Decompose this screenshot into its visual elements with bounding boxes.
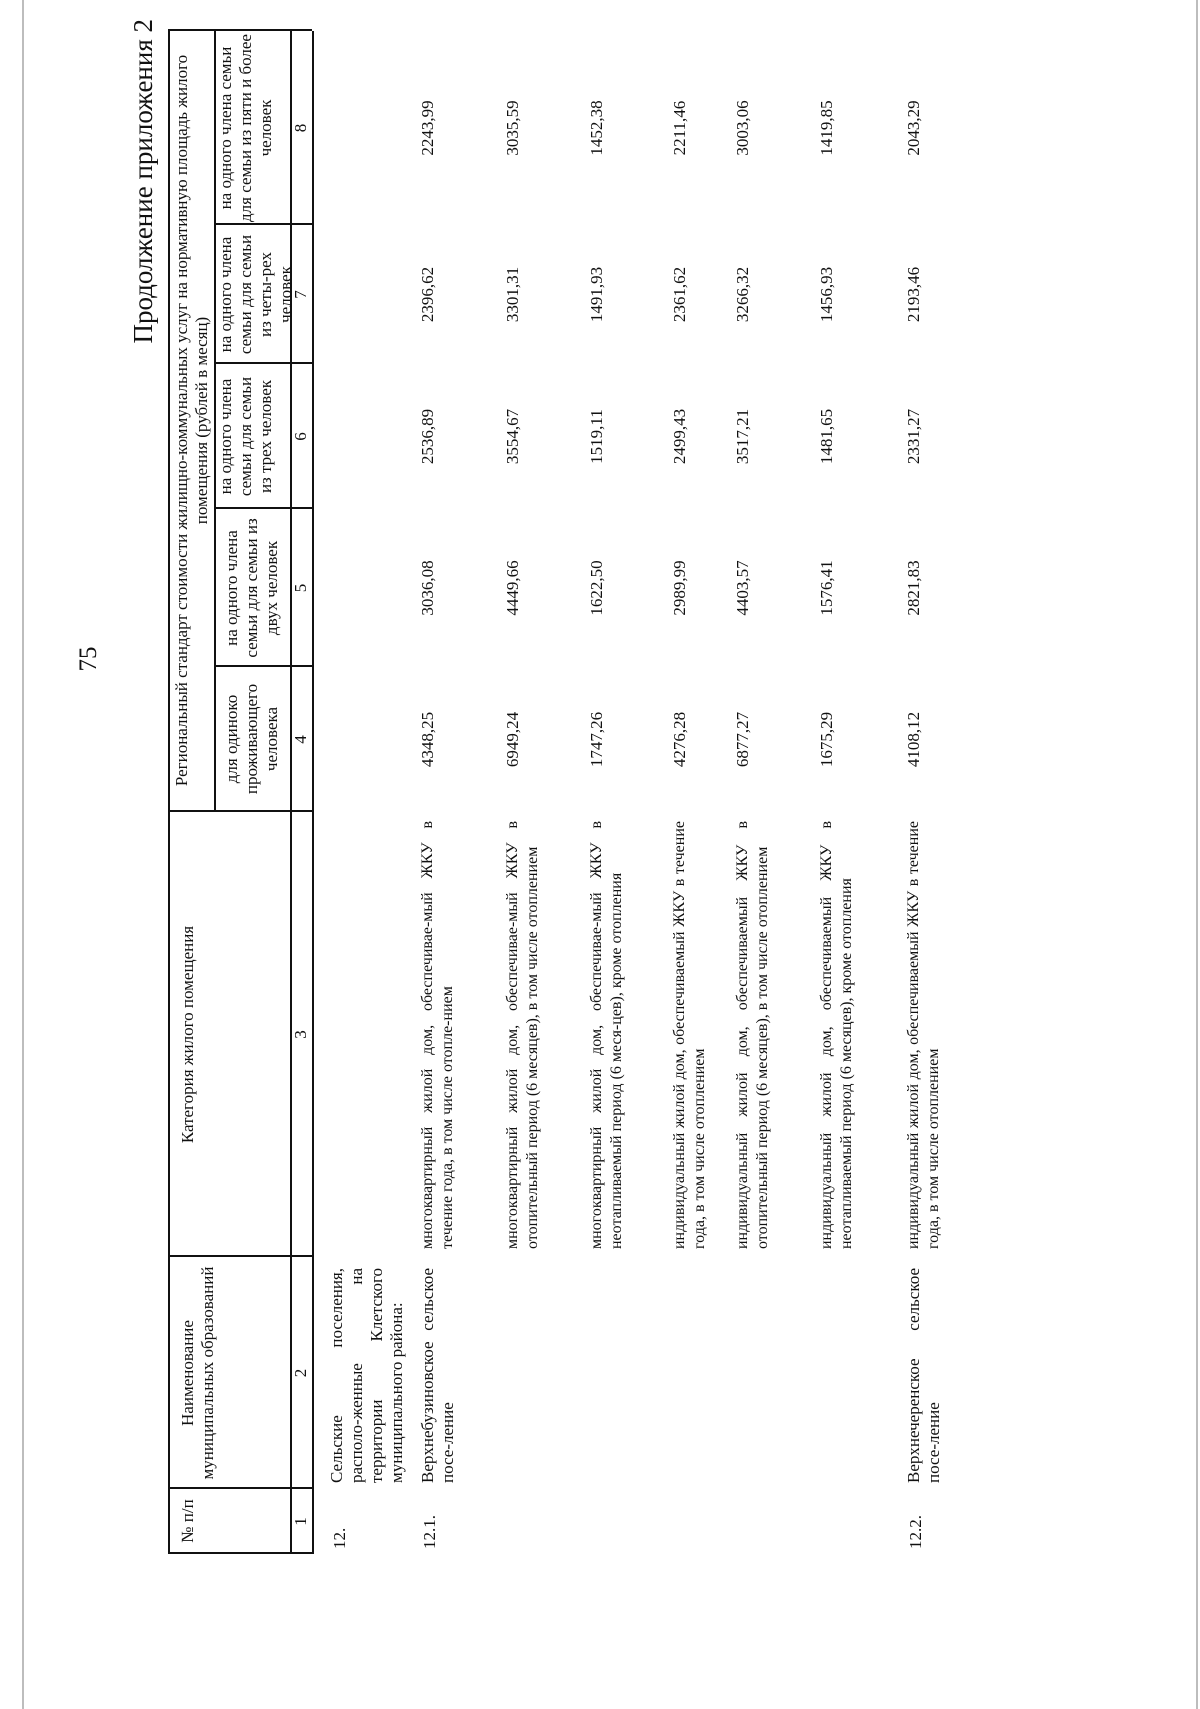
value-12-1-b-col6: 3554,67 [503, 408, 522, 465]
category-12-1-e: индивидуальный жилой дом, обеспечиваемый ЖКУ в отопительный период (6 месяцев), в том числе отоплением [734, 821, 771, 1249]
page-number: 75 [75, 646, 102, 672]
value-12-1-f-col4: 1675,29 [817, 711, 836, 768]
value-12-1-d-col7: 2361,62 [670, 266, 689, 323]
header-housing-category: Категория жилого помещения [178, 925, 197, 1144]
column-number-7: 7 [291, 290, 310, 299]
category-12-1-f: индивидуальный жилой дом, обеспечиваемый ЖКУ в неотапливаемый период (6 месяцев), кроме отопления [818, 821, 855, 1249]
column-number-6: 6 [291, 432, 310, 441]
column-number-8: 8 [291, 123, 310, 133]
column-number-5: 5 [291, 583, 310, 593]
value-12-2-a-col7: 2193,46 [904, 266, 923, 323]
row-name-12-2: Верхнечеренское сельское посе-ление [904, 1268, 943, 1483]
category-12-1-b: многоквартирный жилой дом, обеспечивае-мый ЖКУ в отопительный период (6 месяцев), в том числе отоплением [504, 821, 541, 1249]
value-12-1-a-col6: 2536,89 [418, 408, 437, 465]
value-12-1-d-col5: 2989,99 [670, 560, 689, 616]
header-col7: на одного члена семьи для семьи из четы-рех человек [216, 234, 295, 355]
value-12-1-f-col5: 1576,41 [817, 560, 836, 616]
header-col5: на одного члена семьи для семьи из двух человек [222, 518, 281, 658]
value-12-1-e-col5: 4403,57 [733, 560, 752, 616]
value-12-1-c-col6: 1519,11 [587, 409, 606, 464]
value-12-1-d-col8: 2211,46 [670, 100, 689, 156]
value-12-1-b-col7: 3301,31 [503, 266, 522, 323]
column-number-1: 1 [291, 1517, 310, 1526]
value-12-1-c-col8: 1452,38 [587, 100, 606, 156]
value-12-1-f-col7: 1456,93 [817, 266, 836, 323]
value-12-1-e-col6: 3517,21 [733, 408, 752, 465]
value-12-1-f-col8: 1419,85 [817, 100, 836, 156]
column-number-2: 2 [291, 1368, 310, 1378]
value-12-1-c-col5: 1622,50 [587, 560, 606, 616]
value-12-2-a-col4: 4108,12 [904, 711, 923, 768]
category-12-1-c: многоквартирный жилой дом, обеспечивае-мый ЖКУ в неотапливаемый период (6 меся-цев), кроме отопления [588, 821, 625, 1249]
column-number-4: 4 [291, 735, 310, 744]
value-12-1-e-col4: 6877,27 [733, 711, 752, 768]
header-col8: на одного члена семьи для семьи из пяти и более человек [216, 34, 275, 222]
category-12-2-a: индивидуальный жилой дом, обеспечиваемый ЖКУ в течение года, в том числе отоплением [905, 821, 942, 1249]
header-number: № п/п [178, 1499, 197, 1543]
value-12-1-a-col4: 4348,25 [418, 711, 437, 768]
header-regional-standard: Региональный стандарт стоимости жилищно-коммунальных услуг на нормативную площадь жилого помещения (рублей в месяц) [172, 54, 211, 787]
category-12-1-a: многоквартирный жилой дом, обеспечивае-мый ЖКУ в течение года, в том числе отопле-нием [419, 821, 456, 1249]
section-number: 12. [330, 1527, 349, 1549]
column-number-3: 3 [291, 1030, 310, 1039]
value-12-1-c-col4: 1747,26 [587, 711, 606, 768]
value-12-1-b-col4: 6949,24 [503, 711, 522, 768]
value-12-1-a-col5: 3036,08 [418, 560, 437, 616]
value-12-1-d-col6: 2499,43 [670, 408, 689, 465]
section-name: Сельские поселения, располо-женные на территории Клетского муниципального района: [327, 1268, 406, 1483]
value-12-1-d-col4: 4276,28 [670, 711, 689, 768]
continuation-title: Продолжение приложения 2 [128, 19, 158, 344]
category-12-1-d: индивидуальный жилой дом, обеспечиваемый ЖКУ в течение года, в том числе отоплением [671, 821, 708, 1249]
value-12-1-a-col7: 2396,62 [418, 266, 437, 323]
value-12-2-a-col5: 2821,83 [904, 560, 923, 616]
value-12-1-e-col8: 3003,06 [733, 100, 752, 156]
header-municipality-name: Наименование муниципальных образований [178, 1266, 217, 1480]
value-12-1-b-col8: 3035,59 [503, 100, 522, 156]
header-col6: на одного члена семьи для семьи из трех человек [216, 376, 275, 497]
value-12-1-e-col7: 3266,32 [733, 266, 752, 323]
header-col4: для одиноко проживающего человека [222, 683, 281, 795]
value-12-1-b-col5: 4449,66 [503, 560, 522, 616]
row-number-12-2: 12.2. [906, 1515, 925, 1549]
value-12-1-a-col8: 2243,99 [418, 100, 437, 156]
value-12-1-f-col6: 1481,65 [817, 408, 836, 465]
row-name-12-1: Верхнебузиновское сельское посе-ление [418, 1268, 457, 1483]
value-12-1-c-col7: 1491,93 [587, 266, 606, 323]
value-12-2-a-col8: 2043,29 [904, 100, 923, 156]
value-12-2-a-col6: 2331,27 [904, 408, 923, 465]
row-number-12-1: 12.1. [420, 1515, 439, 1549]
